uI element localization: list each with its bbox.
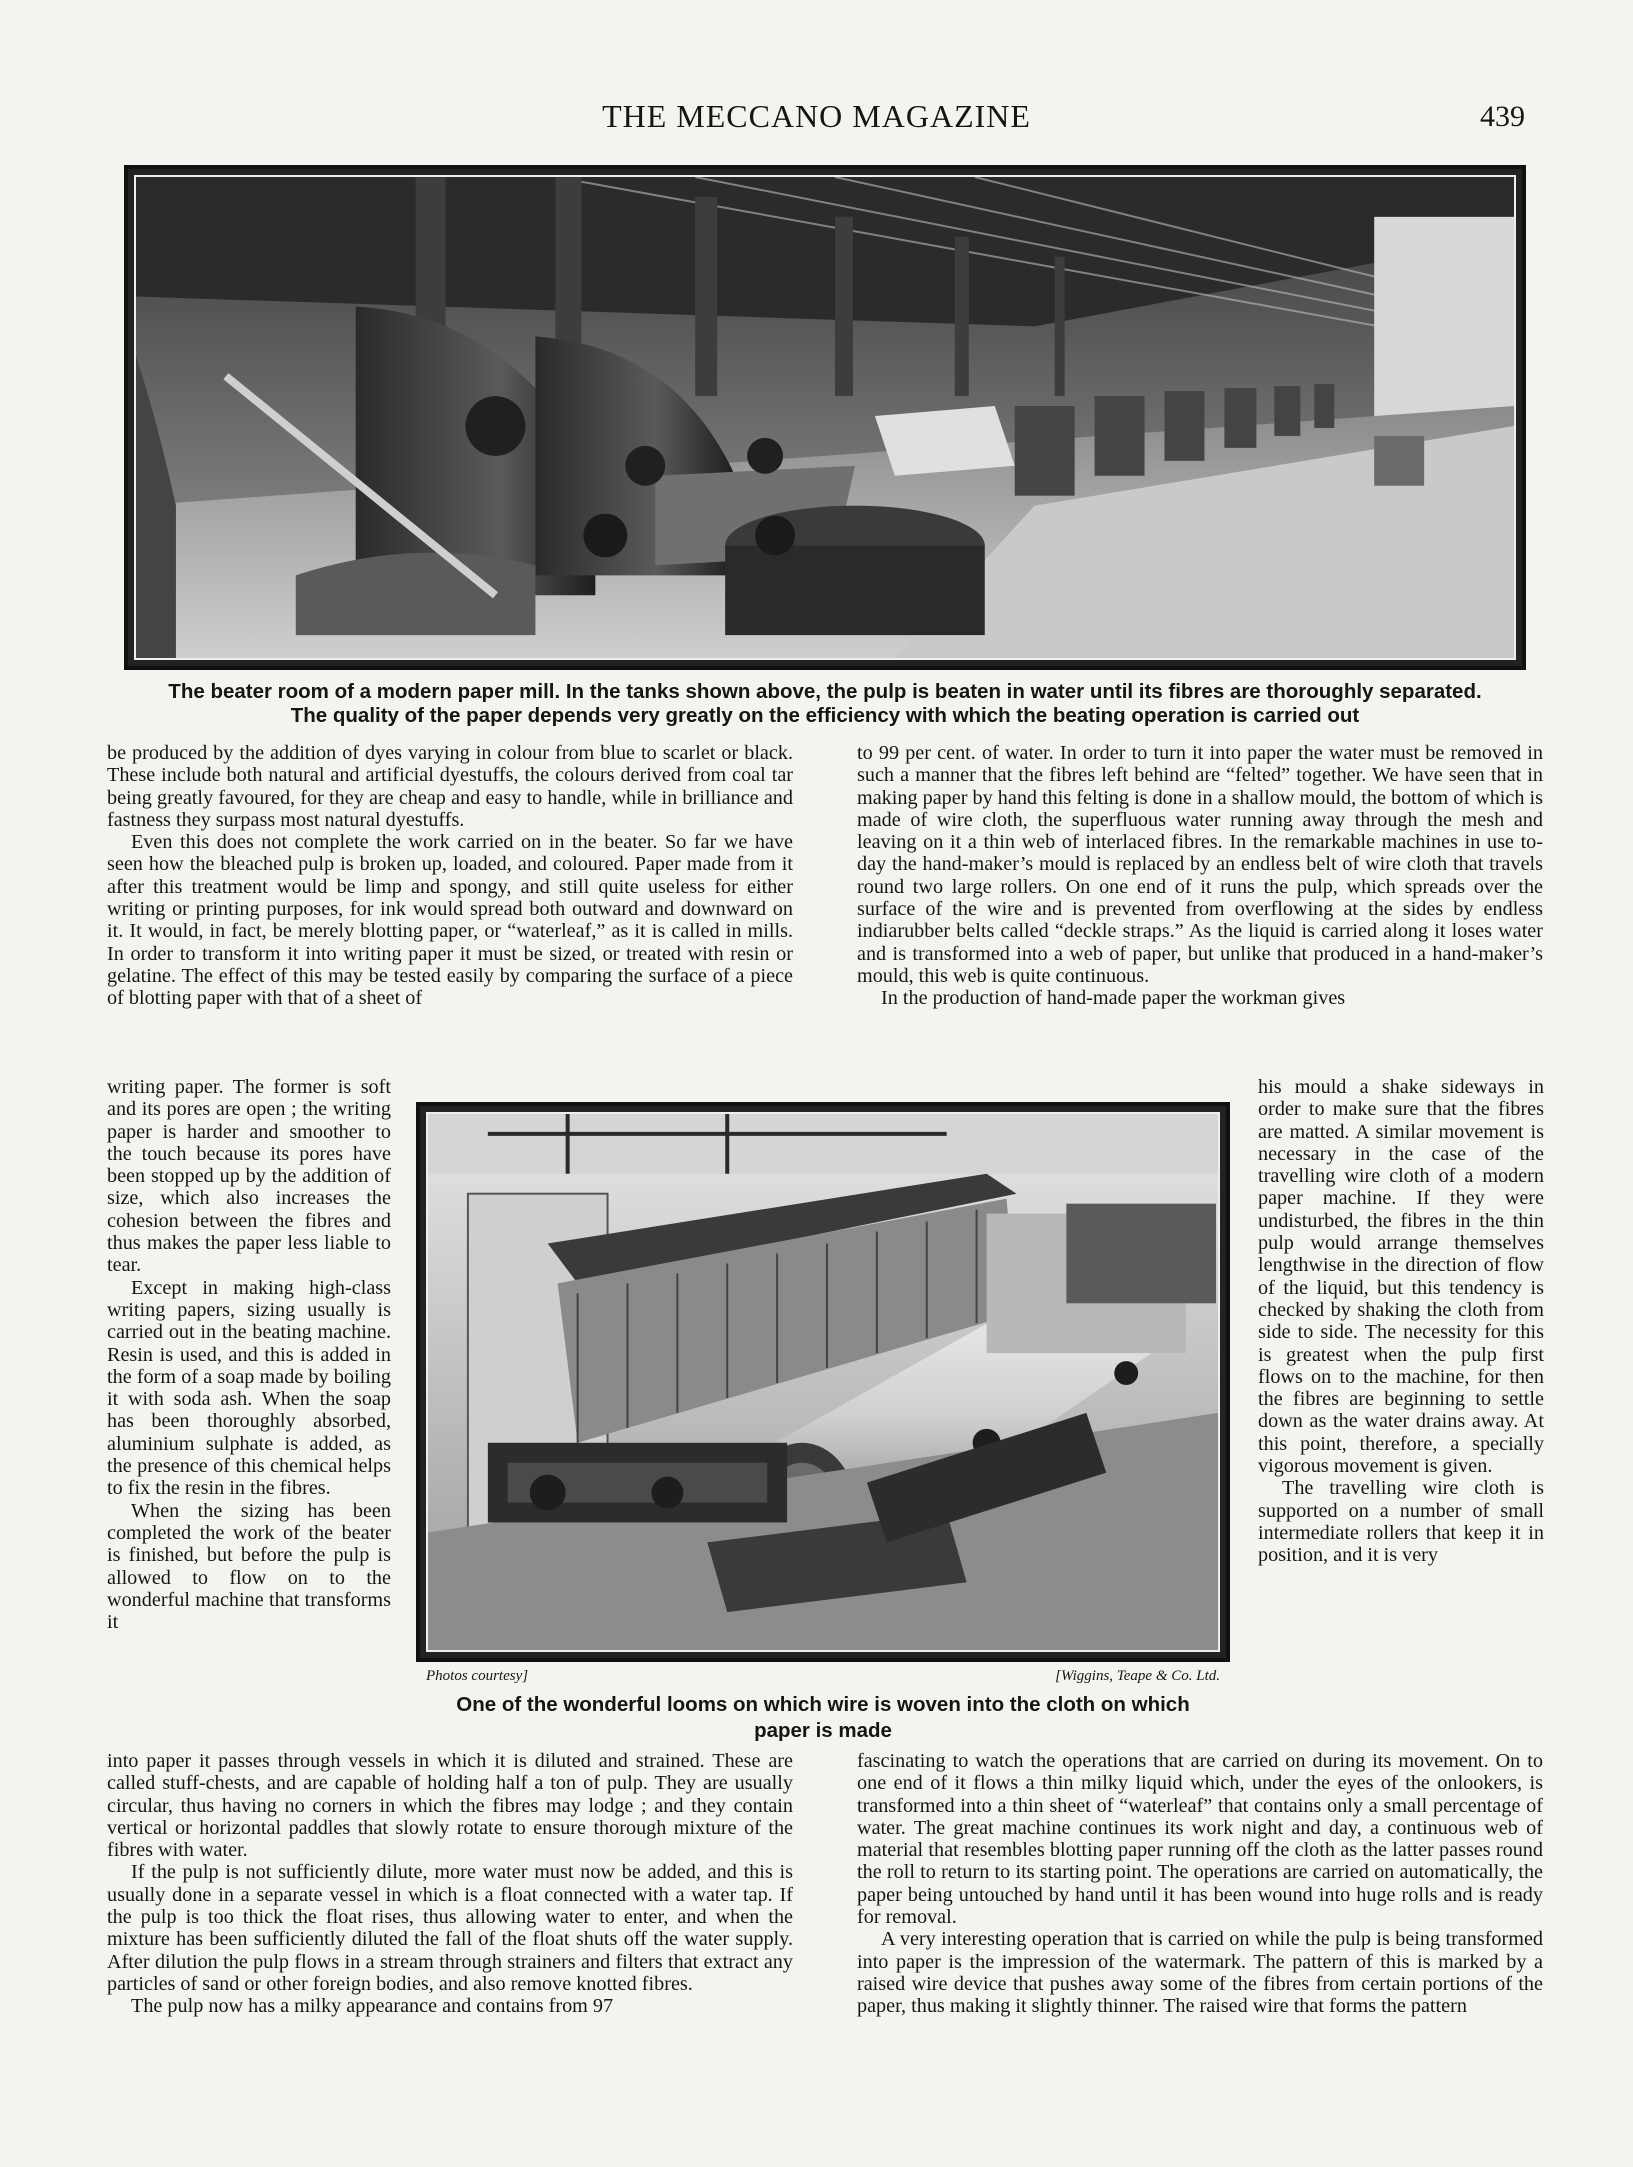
right-narrow-column xyxy=(1258,1076,1544,1567)
paragraph: fascinating to watch the operations that are carried on during its movement. On to one end of it flows a thin milky liquid which, under the eyes of the onlookers, is transformed into a thin sheet of “waterleaf” that contains only a small percentage of water. The great machine continues its work night and day, a continuous web of material that resembles blotting paper running off the cloth as the latter passes round the roll to return to its starting point. The operations are carried on automatically, the paper being untouched by hand until it has been wound into huge rolls and is ready for removal. xyxy=(857,1750,1543,1929)
loom-caption xyxy=(410,1692,1236,1744)
photo-credit-left: Photos courtesy] xyxy=(426,1668,529,1684)
loom-photo xyxy=(416,1102,1230,1662)
paragraph: When the sizing has been completed the work of the beater is finished, but before the pulp is allowed to flow on to the wonderful machine that transforms it xyxy=(107,1499,391,1634)
right-column-bottom xyxy=(857,1750,1543,2018)
paragraph: A very interesting operation that is carried on while the pulp is being transformed into paper is the impression of the watermark. The pattern of this is marked by a raised wire device that pushes away some of the fibres from certain portions of the paper, thus making it slightly thinner. The raised wire that forms the pattern xyxy=(857,1928,1543,2018)
beater-room-caption-line-2: The quality of the paper depends very greatly on the efficiency with which the beating operation is carried out xyxy=(290,704,1360,727)
paragraph: The travelling wire cloth is supported on a number of small intermediate rollers that keep it in position, and it is very xyxy=(1258,1477,1544,1567)
magazine-title: THE MECCANO MAGAZINE xyxy=(602,98,1031,134)
loom-caption-line-1: One of the wonderful looms on which wire is woven into the cloth on which xyxy=(456,1693,1190,1716)
beater-room-photo-image xyxy=(136,177,1514,658)
beater-room-photo xyxy=(124,165,1526,670)
paragraph: be produced by the addition of dyes varying in colour from blue to scarlet or black. These include both natural and artificial dyestuffs, the colours derived from coal tar being greatly favoured, for they are cheap and easy to handle, while in brilliance and fastness they surpass most natural dyestuffs. xyxy=(107,742,793,831)
left-column-bottom xyxy=(107,1750,793,2018)
paragraph: Even this does not complete the work carried on in the beater. So far we have seen how the bleached pulp is broken up, loaded, and coloured. Paper made from it after this treatment would be limp and spongy, and still quite useless for either writing or printing purposes, for ink would spread both outward and downward on it. It would, in fact, be merely blotting paper, or “waterleaf,” as it is called in mills. In order to transform it into writing paper it must be sized, or treated with resin or gelatine. The effect of this may be tested easily by comparing the surface of a piece of blotting paper with that of a sheet of xyxy=(107,831,793,1010)
loom-photo-image xyxy=(428,1114,1218,1650)
left-column-top xyxy=(107,742,793,1010)
right-column-top xyxy=(857,742,1543,1010)
paragraph: In the production of hand-made paper the workman gives xyxy=(881,987,1346,1010)
page-number: 439 xyxy=(1480,100,1525,133)
paragraph: into paper it passes through vessels in which it is diluted and strained. These are called stuff-chests, and are capable of holding half a ton of pulp. They are usually circular, thus having no corners in which the fibres may lodge ; and they contain vertical or horizontal paddles that slowly rotate to ensure thorough mixture of the fibres with water. xyxy=(107,1750,793,1862)
paragraph: his mould a shake sideways in order to make sure that the fibres are matted. A similar movement is necessary in the case of the travelling wire cloth of a modern paper machine. If they were undisturbed, the fibres in the thin pulp would arrange themselves lengthwise in the direction of flow of the liquid, but this tendency is checked by shaking the cloth from side to side. The necessity for this is greatest when the pulp first flows on to the machine, for then the fibres are beginning to settle down as the water drains away. At this point, therefore, a specially vigorous movement is given. xyxy=(1258,1076,1544,1478)
beater-room-caption-line-1: The beater room of a modern paper mill. In the tanks shown above, the pulp is beaten in water until its fibres are thoroughly separated. xyxy=(168,680,1482,703)
beater-room-caption xyxy=(100,680,1550,728)
paragraph: writing paper. The former is soft and its pores are open ; the writing paper is harder and smoother to the touch because its pores have been stopped up by the addition of size, which also increases the cohesion between the fibres and thus makes the paper less liable to tear. xyxy=(107,1076,391,1277)
loom-caption-line-2: paper is made xyxy=(754,1719,892,1742)
paragraph: The pulp now has a milky appearance and contains from 97 xyxy=(131,1995,614,2018)
paragraph: Except in making high-class writing papers, sizing usually is carried out in the beating machine. Resin is used, and this is added in the form of a soap made by boiling it with soda ash. When the soap has been thoroughly absorbed, aluminium sulphate is added, as the presence of this chemical helps to fix the resin in the fibres. xyxy=(107,1276,391,1500)
left-narrow-column xyxy=(107,1076,391,1633)
paragraph: If the pulp is not sufficiently dilute, more water must now be added, and this is usually done in a separate vessel in which is a float connected with a water tap. If the pulp is too thick the float rises, thus allowing water to enter, and when the mixture has been sufficiently diluted the fall of the float shuts off the water supply. After dilution the pulp flows in a stream through strainers and filters that extract any particles of sand or other foreign bodies, and also remove knotted fibres. xyxy=(107,1861,793,1995)
running-head xyxy=(0,98,1633,138)
photo-credit-right: [Wiggins, Teape & Co. Ltd. xyxy=(1055,1668,1220,1684)
paragraph: to 99 per cent. of water. In order to turn it into paper the water must be removed in such a manner that the fibres left behind are “felted” together. We have seen that in making paper by hand this felting is done in a shallow mould, the bottom of which is made of wire cloth, the superfluous water running away through the mesh and leaving on it a thin web of interlaced fibres. In the remarkable machines in use to-day the hand-maker’s mould is replaced by an endless belt of wire cloth that travels round two large rollers. On one end of it runs the pulp, which spreads over the surface of the wire and is prevented from overflowing at the sides by endless indiarubber belts called “deckle straps.” As the liquid is carried along it loses water and is transformed into a web of paper, but unlike that produced in a hand-maker’s mould, this web is quite continuous. xyxy=(857,742,1543,987)
